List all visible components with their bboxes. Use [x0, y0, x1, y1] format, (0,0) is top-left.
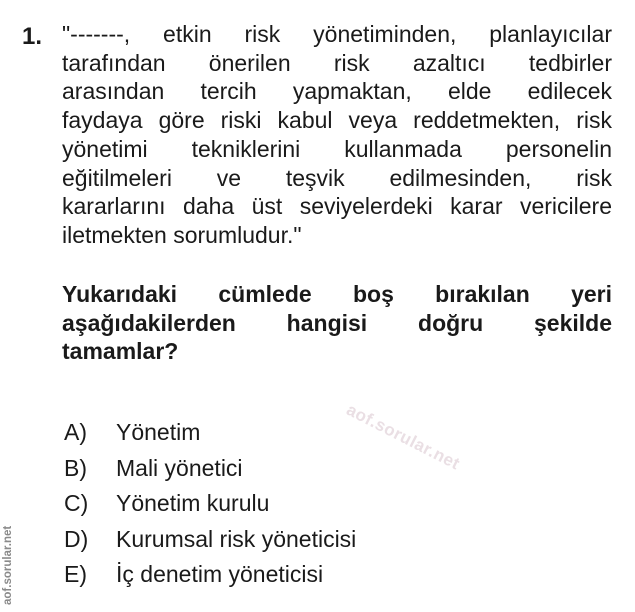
stem-line: arasından tercih yapmaktan, elde edilecek — [62, 78, 612, 105]
option-letter: E) — [64, 561, 87, 587]
stem-line: eğitilmeleri ve teşvik edilmesinden, risk — [62, 164, 612, 191]
prompt-line: tamamlar? — [62, 338, 179, 365]
option-text: Mali yönetici — [116, 454, 243, 481]
option-c[interactable] — [64, 489, 356, 525]
option-letter: A) — [64, 419, 87, 445]
stem-line: "-------, etkin risk yönetiminden, planlayıcılar — [62, 21, 612, 47]
stem-line: yönetimi tekniklerini kullanmada personelin — [62, 135, 612, 162]
option-letter: C) — [64, 490, 89, 516]
stem-line: iletmekten sorumludur." — [62, 221, 302, 248]
option-d[interactable] — [64, 525, 356, 561]
option-a[interactable] — [64, 418, 356, 454]
option-letter: D) — [64, 525, 89, 552]
question-prompt — [62, 280, 612, 366]
option-letter: B) — [64, 454, 87, 481]
prompt-line: aşağıdakilerden hangisi doğru şekilde — [62, 309, 612, 336]
option-text: Yönetim — [116, 419, 201, 445]
question-number: 1. — [22, 23, 43, 50]
answer-options — [64, 418, 356, 596]
option-text: Kurumsal risk yöneticisi — [116, 525, 357, 552]
option-text: Yönetim kurulu — [116, 490, 270, 516]
question-stem — [62, 20, 612, 250]
prompt-line: Yukarıdaki cümlede boş bırakılan yeri — [62, 281, 612, 307]
watermark-vertical: aof.sorular.net — [2, 525, 14, 605]
watermark-diagonal: aof.sorular.net — [343, 400, 464, 474]
option-e[interactable] — [64, 560, 356, 596]
stem-line: faydaya göre riski kabul veya reddetmekten, risk — [62, 107, 612, 134]
option-text: İç denetim yöneticisi — [116, 561, 324, 587]
stem-line: kararlarını daha üst seviyelerdeki karar vericilere — [62, 193, 612, 220]
option-b[interactable] — [64, 454, 356, 490]
stem-line: tarafından önerilen risk azaltıcı tedbirler — [62, 49, 612, 76]
